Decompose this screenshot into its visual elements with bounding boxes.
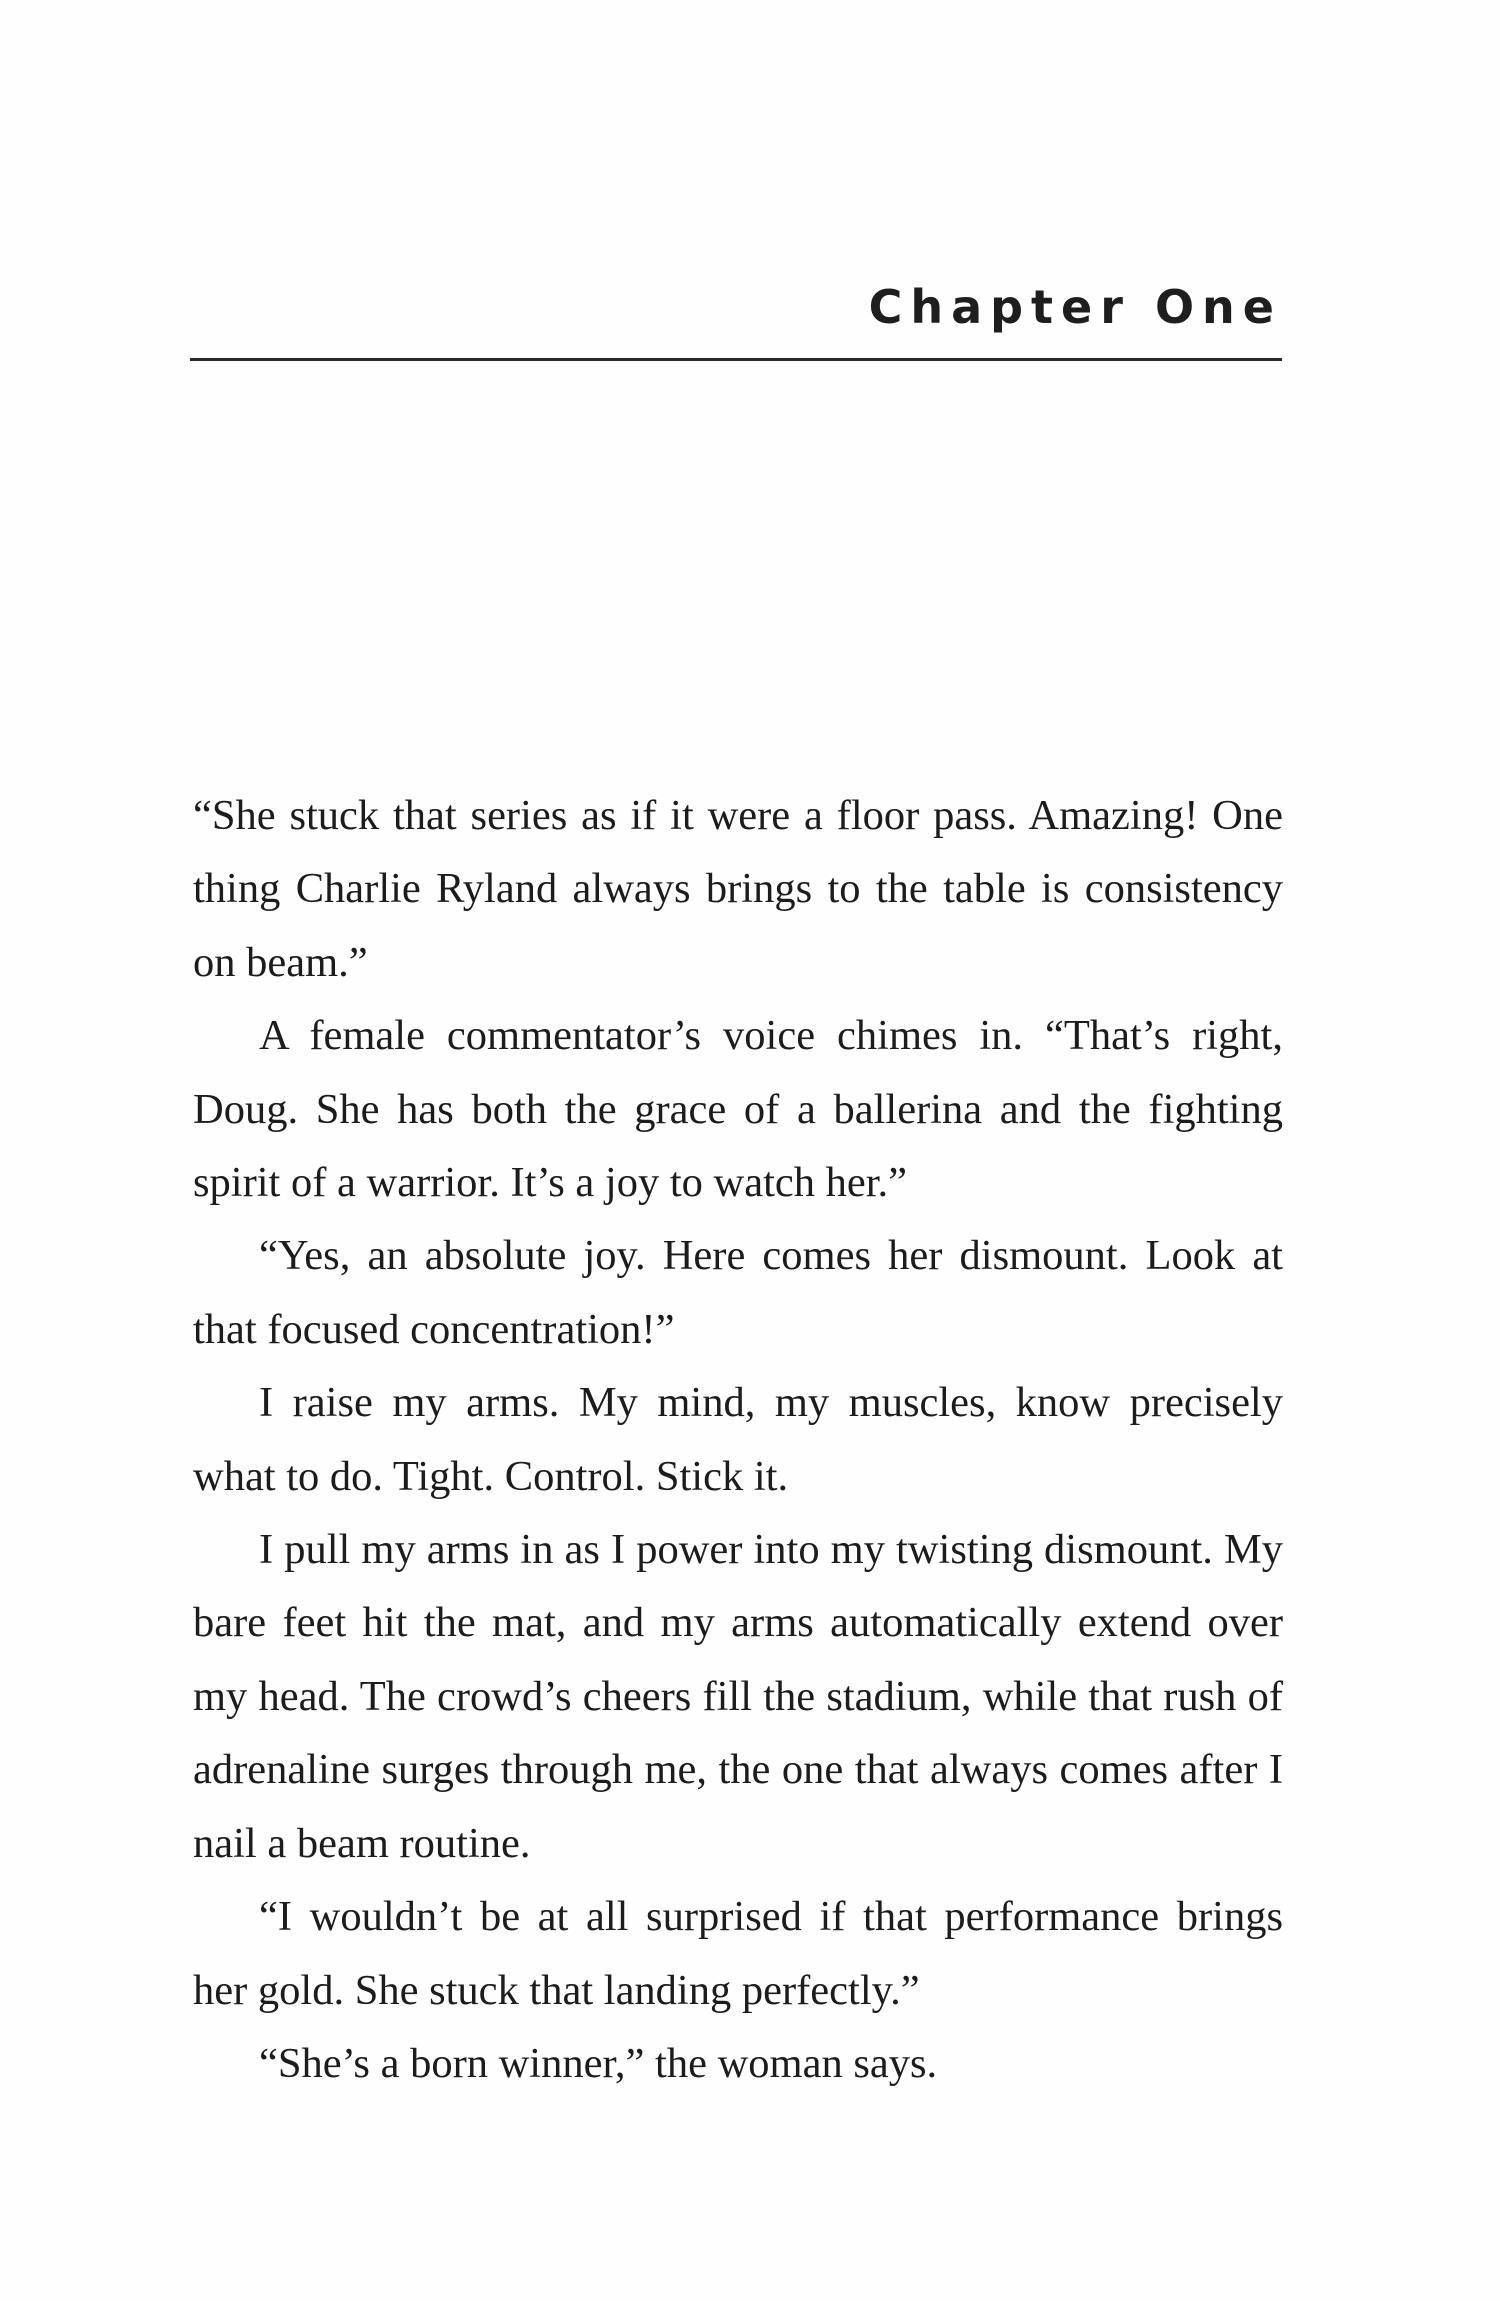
paragraph: “I wouldn’t be at all surprised if that performance brings her gold. She stuck that landing perfectly.” <box>193 1893 1283 2014</box>
paragraph: “Yes, an absolute joy. Here comes her dismount. Look at that focused concentration!” <box>193 1232 1283 1353</box>
paragraph: A female commentator’s voice chimes in. “That’s right, Doug. She has both the grace of a ballerina and the fighting spirit of a warrior. It’s a joy to watch her.” <box>193 1012 1283 1207</box>
chapter-title: Chapter One <box>868 280 1282 334</box>
chapter-header <box>190 270 1282 370</box>
paragraph: I pull my arms in as I power into my twisting dismount. My bare feet hit the mat, and my arms automatically extend over my head. The crowd’s cheers fill the stadium, while that rush of adrenaline surges through me, the one that always comes after I nail a beam routine. <box>193 1526 1283 1867</box>
paragraph: “She stuck that series as if it were a floor pass. Amazing! One thing Charlie Ryland always brings to the table is consistency on beam.” <box>193 792 1283 986</box>
paragraph: I raise my arms. My mind, my muscles, know precisely what to do. Tight. Control. Stick it. <box>193 1379 1283 1500</box>
chapter-rule <box>190 358 1282 361</box>
paragraph: “She’s a born winner,” the woman says. <box>259 2039 938 2087</box>
chapter-body <box>193 779 1283 2100</box>
